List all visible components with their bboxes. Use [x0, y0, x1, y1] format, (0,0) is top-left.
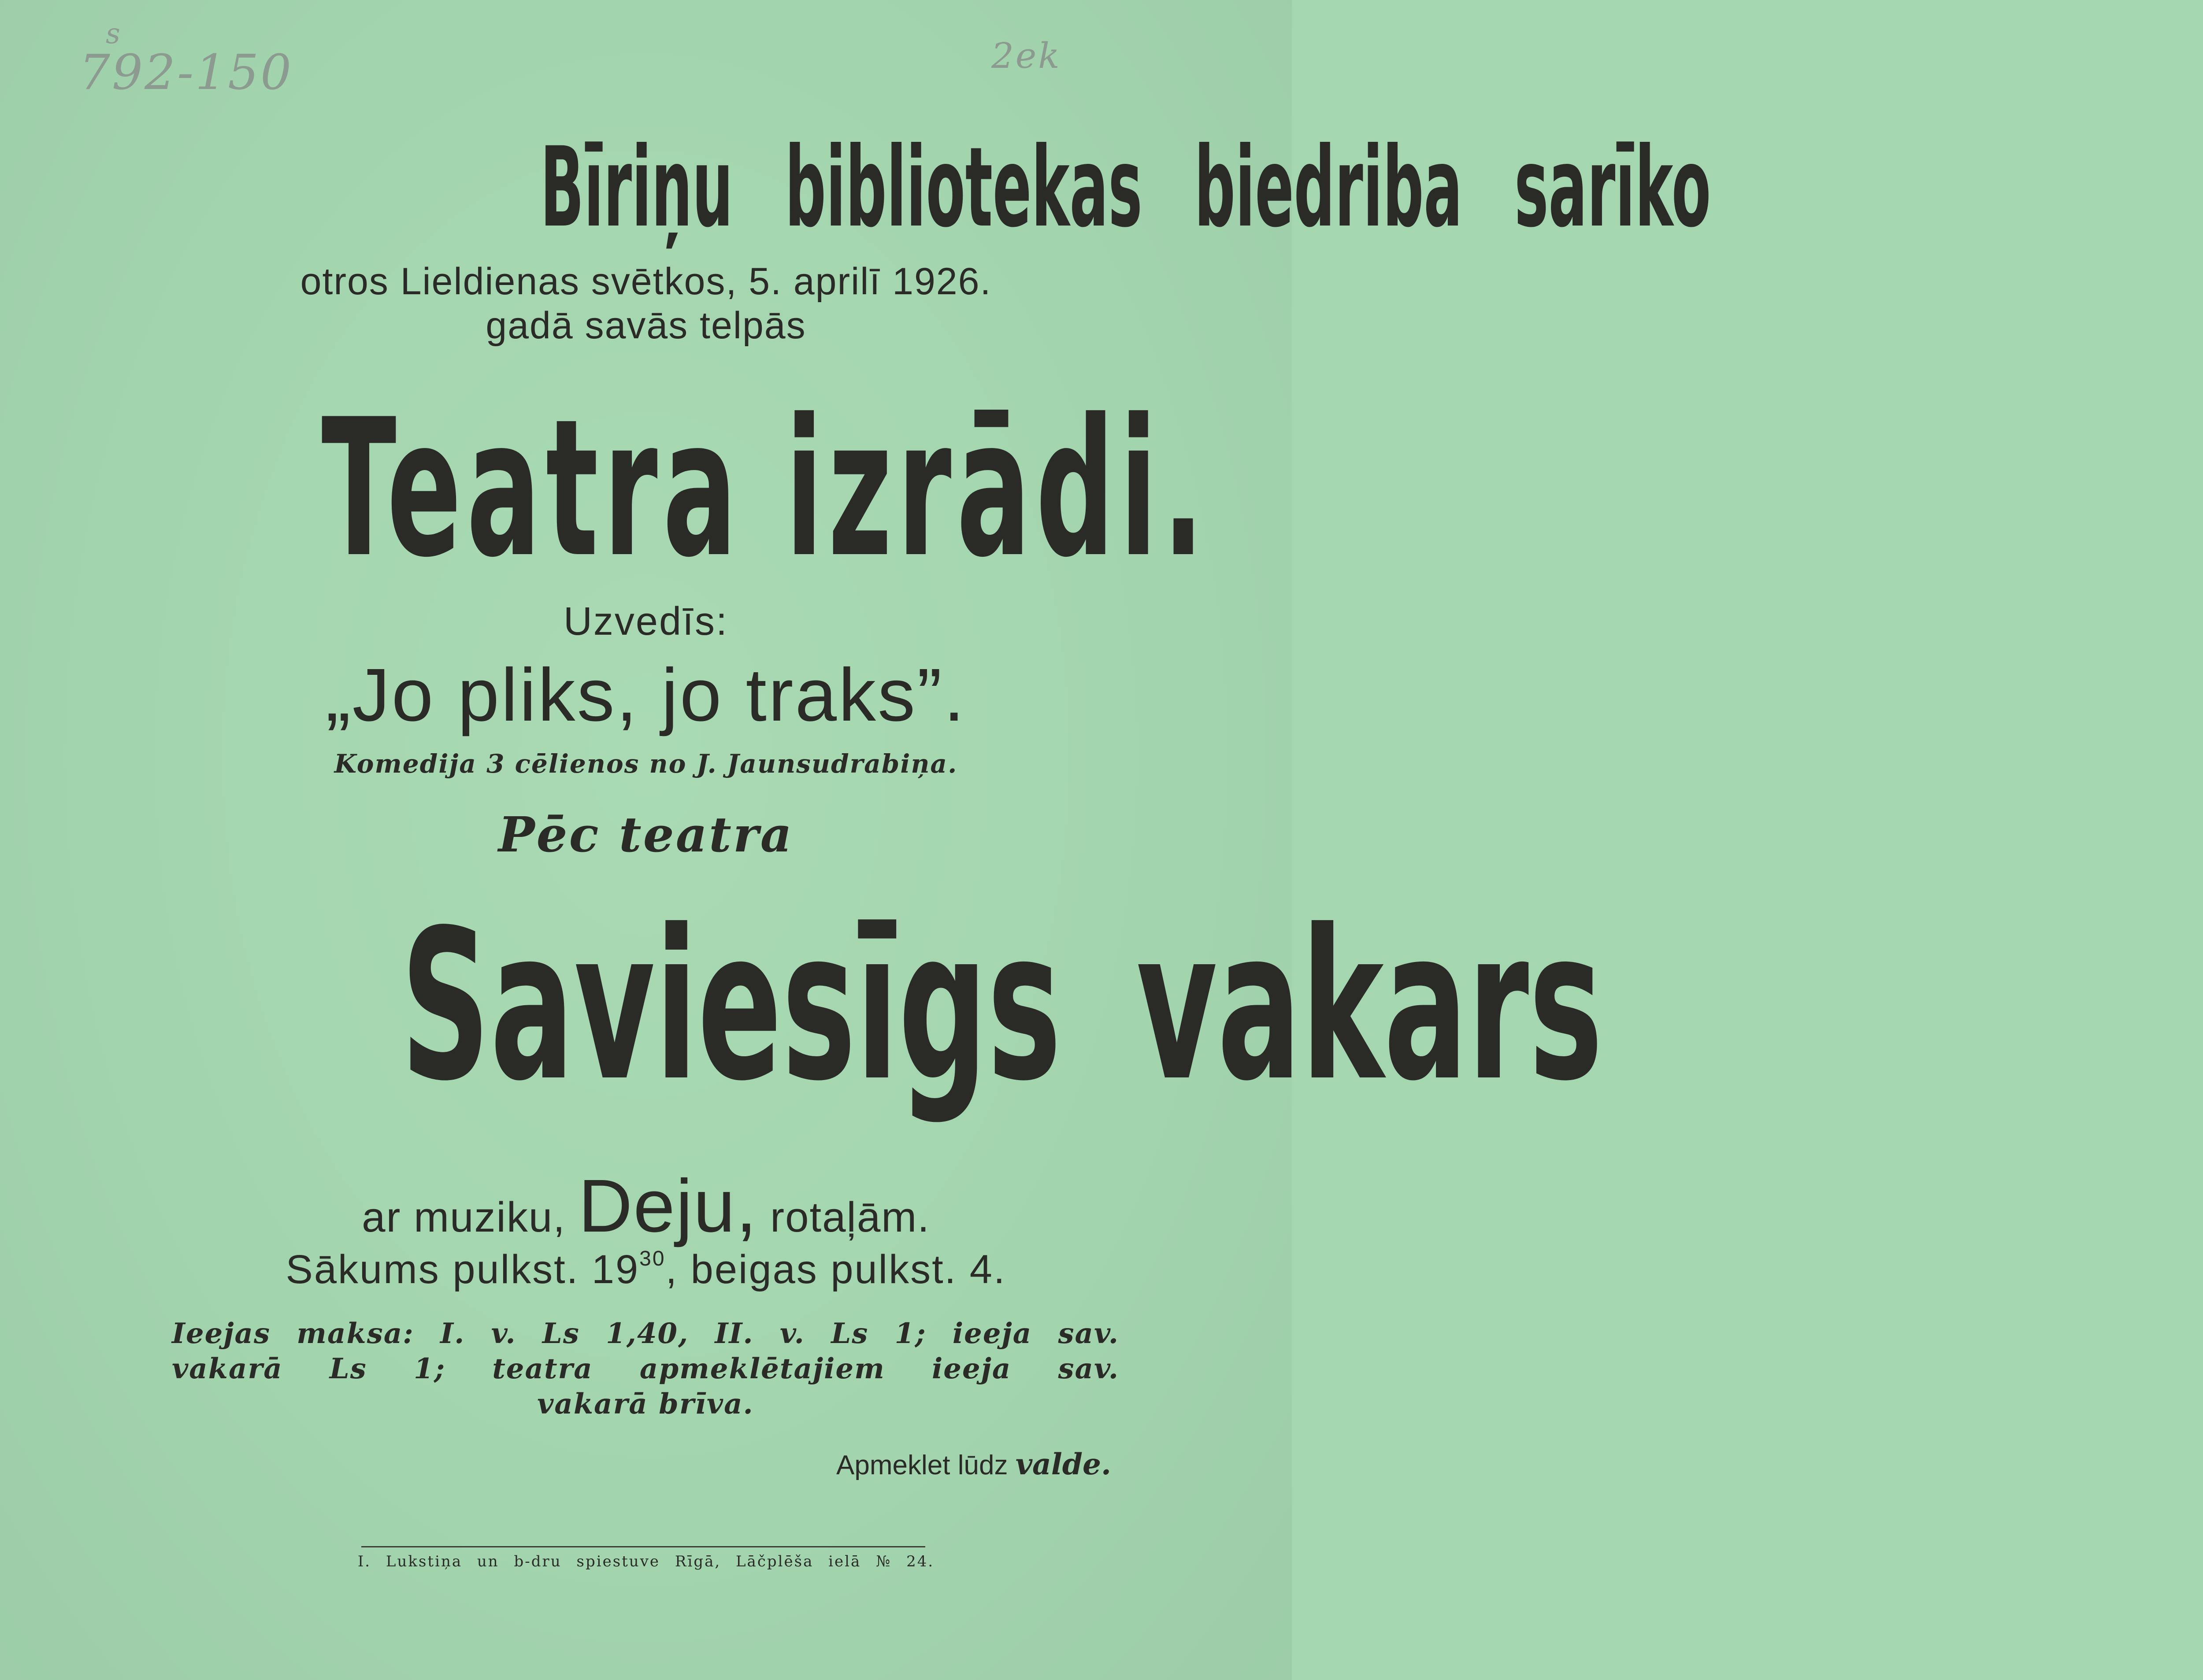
- play-info: Komedija 3 cēlienos no J. Jaunsudrabiņa.: [334, 749, 958, 779]
- staged-label: Uzvedīs:: [563, 599, 729, 644]
- theatre-title-text: Teatra izrādi.: [321, 379, 1209, 599]
- printer-imprint: I. Lukstiņa un b-dru spiestuve Rīgā, Lāčplēša ielā № 24.: [357, 1553, 935, 1570]
- music-pre: ar muziku,: [362, 1194, 566, 1241]
- archive-mark-small: s: [106, 18, 122, 50]
- fees-line-3: vakarā brīva.: [537, 1388, 754, 1421]
- start-text: Sākums pulkst. 19: [286, 1247, 640, 1292]
- archive-number: 792-150: [79, 44, 293, 100]
- end-text: , beigas pulkst. 4.: [665, 1247, 1006, 1292]
- date-line-2: gadā savās telpās: [486, 304, 806, 347]
- fees-line-2: vakarā Ls 1; teatra apmeklētajiem ieeja sav.: [172, 1352, 1119, 1385]
- evening-title-text: Saviesīgs vakars: [401, 885, 1603, 1126]
- after-theatre: Pēc teatra: [498, 806, 794, 863]
- music-big: Deju,: [578, 1164, 758, 1248]
- signoff-text: Apmeklet lūdz: [836, 1450, 1008, 1480]
- music-line: [0, 1163, 1292, 1249]
- organizer-text: Bīriņu bibliotekas biedriba sarīko: [540, 123, 1711, 252]
- footer-rule: [361, 1546, 925, 1547]
- signoff-signer: valde.: [1015, 1447, 1111, 1481]
- signoff: [836, 1447, 1111, 1481]
- schedule-line: [0, 1247, 1292, 1293]
- theatre-title: [0, 379, 1292, 599]
- start-minutes: 30: [639, 1247, 666, 1270]
- evening-title: [0, 885, 1603, 1126]
- music-post: rotaļām.: [770, 1194, 930, 1241]
- fees-line-1: Ieejas maksa: I. v. Ls 1,40, II. v. Ls 1; ieeja sav.: [172, 1317, 1119, 1350]
- archive-corner-mark: 2ek: [991, 35, 1061, 76]
- play-title: „Jo pliks, jo traks”.: [326, 653, 966, 737]
- date-line-1: otros Lieldienas svētkos, 5. aprilī 1926.: [300, 260, 992, 303]
- organizer-heading: [0, 123, 1711, 255]
